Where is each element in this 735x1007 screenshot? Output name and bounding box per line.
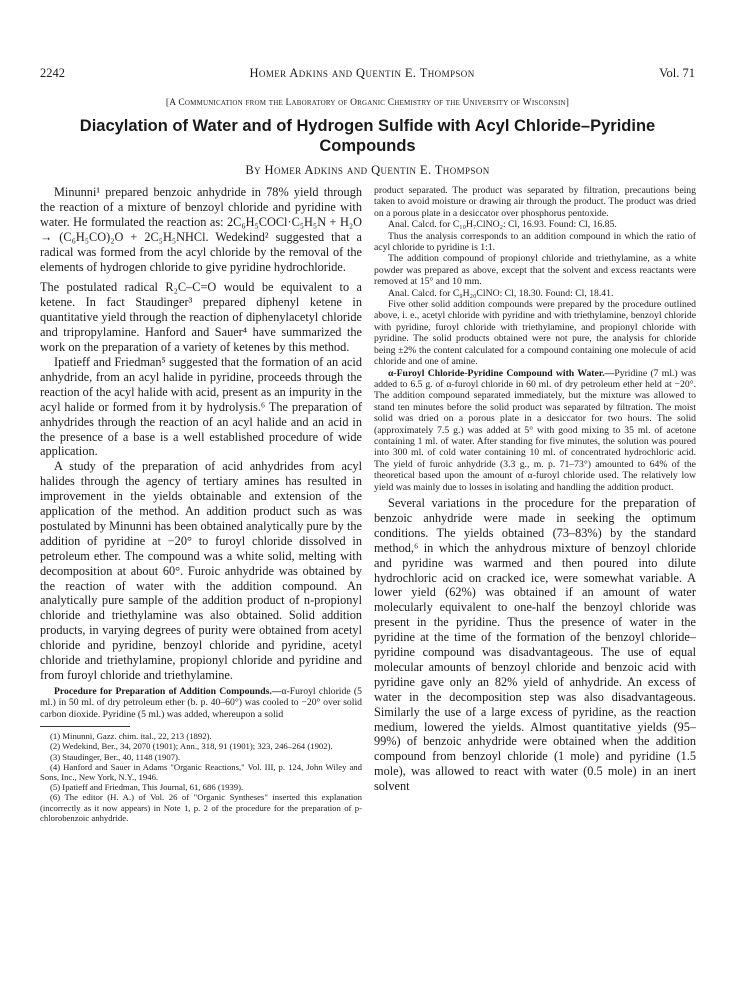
volume-label: Vol. 71 (659, 66, 695, 80)
footnote-3: (3) Staudinger, Ber., 40, 1148 (1907). (50, 751, 181, 762)
experimental-text-4: Five other solid addition compounds were prepared by the procedure outlined above, i. e., acetyl chloride with pyridine and with triethylamine, benzoyl chloride with pyridine, furoyl chloride with triethylamine, and propionyl chloride with pyridine. The solid products obtained were not pure, the analysis for chloride being ±2% the content calculated for a compound containing one molecule of acid chloride and one of amine. (374, 299, 696, 368)
footnote-rule (40, 726, 130, 727)
author-byline: By Homer Adkins and Quentin E. Thompson (245, 163, 490, 177)
footnote-6: (6) The editor (H. A.) of Vol. 26 of "Organic Syntheses" inserted this explanation (incorrectly as it now appears) in Note 1, p. 2 of the procedure for the preparation of p-chlorobenzoic anhydride. (40, 792, 362, 823)
page-number: 2242 (40, 66, 65, 80)
left-column (40, 185, 362, 977)
footnote-4: (4) Hanford and Sauer in Adams "Organic Reactions," Vol. III, p. 124, John Wiley and Sons, Inc., New York, N.Y., 1946. (40, 761, 362, 782)
footnotes (40, 731, 362, 823)
analysis-2: Anal. Calcd. for C₉H₂₀ClNO: Cl, 18.30. Found: Cl, 18.41. (388, 287, 614, 299)
experimental-text-3: The addition compound of propionyl chloride and triethylamine, as a white powder was prepared as above, except that the solvent and excess reactants were removed at 15° and 10 mm. (374, 253, 696, 288)
procedure-heading: Procedure for Preparation of Addition Compounds.— (54, 685, 282, 697)
radical-paragraph: The postulated radical R₂C–C=O would be equivalent to a ketene. In fact Staudinger³ prepared diphenyl ketene in quantitative yield through the reaction of diphenylacetyl chloride and tripropylamine. Hanford and Sauer⁴ have summarized the work on the preparation of a variety of ketenes by this method. (40, 280, 362, 355)
analysis-1: Anal. Calcd. for C₁₀H₇ClNO₂: Cl, 16.93. Found: Cl, 16.85. (388, 219, 617, 231)
experimental-text-2: Thus the analysis corresponds to an addition compound in which the ratio of acyl chloride to pyridine is 1:1. (374, 230, 696, 254)
study-paragraph: A study of the preparation of acid anhydrides from acyl halides through the agency of tertiary amines has resulted in improvement in the yields obtainable and extension of the application of the method. An addition product such as was postulated by Minunni has been obtained analytically pure by the addition of pyridine at −20° to furoyl chloride dissolved in petroleum ether. The compound was a white solid, melting with decomposition at about 60°. Furoic anhydride was obtained by the reaction of water with the addition compound. An analytically pure sample of the addition product of n-propionyl chloride and triethylamine was also obtained. Solid addition products, in varying degrees of purity were obtained from acetyl chloride and pyridine, benzoyl chloride and pyridine, acetyl chloride and triethylamine, propionyl chloride and pyridine and from furoyl chloride and triethylamine. (40, 459, 362, 682)
footnote-5: (5) Ipatieff and Friedman, This Journal, 61, 686 (1939). (50, 782, 244, 793)
variations-paragraph: Several variations in the procedure for the preparation of benzoic anhydride were made in seeking the optimum conditions. The yields obtained (73–83%) by the standard method,⁶ in which the anhydrous mixture of benzoyl chloride and pyridine was warmed and then poured into dilute hydrochloric acid on cracked ice, were somewhat variable. A lower yield (62%) was obtained if an amount of water molecularly equivalent to one-half the benzoyl chloride was present in the pyridine. Thus the presence of water in the pyridine at the time of the formation of the benzoyl chloride–pyridine compound was disadvantageous. The use of equal molecular amounts of benzoyl chloride and benzoic acid with pyridine gave only an 82% yield of anhydride. An excess of water in the decomposition step was also disadvantageous. Similarly the use of a large excess of pyridine, as the reaction medium, lowered the yields. Almost quantitative yields (95–99%) of benzoic anhydride were obtained when the addition compound from benzoyl chloride (1 mole) and pyridine (1.5 mole), was allowed to react with water (0.5 mole) in an inert solvent (374, 495, 696, 794)
article-title: Diacylation of Water and of Hydrogen Sulfide with Acyl Chloride–Pyridine Compounds (79, 117, 656, 155)
running-header (40, 66, 695, 81)
right-column (374, 185, 696, 977)
furoyl-water-paragraph (374, 368, 696, 493)
procedure-paragraph (40, 686, 362, 720)
furoyl-water-text: Pyridine (7 ml.) was added to 6.5 g. of α-furoyl chloride in 60 ml. of dry petroleum ether held at −20°. The addition compound separated immediately, but the mixture was allowed to stand ten minutes before the solid product was separated by filtration. The moist solid was dried on a porous plate in a desiccator for two hours. The solid (approximately 7.5 g.) was added at 5° with good mixing to 35 ml. of acetone containing 1 ml. of water. After standing for five minutes, the solution was poured into 300 ml. of cold water containing 10 ml. of concentrated hydrochloric acid. The yield of furoic anhydride (3.3 g., m. p. 71–73°) amounted to 64% of the theoretical based upon the amount of α-furoyl chloride used. The relatively low yield was mainly due to losses in isolating and handling the addition product. (374, 367, 696, 493)
furoyl-water-heading: α-Furoyl Chloride-Pyridine Compound with Water.— (388, 367, 615, 379)
contribution-line: [A Communication from the Laboratory of Organic Chemistry of the University of Wisconsin] (165, 98, 570, 108)
procedure-text: α-Furoyl chloride (5 ml.) in 50 ml. of dry petroleum ether (b. p. 40–60°) was cooled to −20° over solid carbon dioxide. Pyridine (5 ml.) was added, whereupon a solid (40, 685, 362, 720)
experimental-text-1: product separated. The product was separated by filtration, precautions being taken to avoid moisture or drawing air through the product. The product was dried on a porous plate in a desiccator over phosphorus pentoxide. (374, 185, 696, 219)
footnote-2: (2) Wedekind, Ber., 34, 2070 (1901); Ann., 318, 91 (1901); 323, 246–264 (1902). (50, 741, 333, 752)
footnote-1: (1) Minunni, Gazz. chim. ital., 22, 213 (1892). (50, 731, 212, 742)
ipatieff-paragraph: Ipatieff and Friedman⁵ suggested that the formation of an acid anhydride, from an acyl halide in pyridine, proceeds through the reaction of the acyl halide with acid, present as an impurity in the acyl halide or formed from it by hydrolysis.⁶ The preparation of anhydrides through the reaction of an acyl halide and an acid in the presence of a base is a well established procedure of wide application. (40, 354, 362, 459)
intro-paragraph: Minunni¹ prepared benzoic anhydride in 78% yield through the reaction of a mixture of benzoyl chloride and pyridine with water. He formulated the reaction as: 2C₆H₅COCl·C₅H₅N + H₂O → (C₆H₅CO)₂O + 2C₅H₅NHCl. Wedekind² suggested that a radical was formed from the acyl chloride by the removal of the elements of hydrogen chloride to give pyridine hydrochloride. (40, 185, 362, 274)
running-title: Homer Adkins and Quentin E. Thompson (249, 66, 475, 80)
